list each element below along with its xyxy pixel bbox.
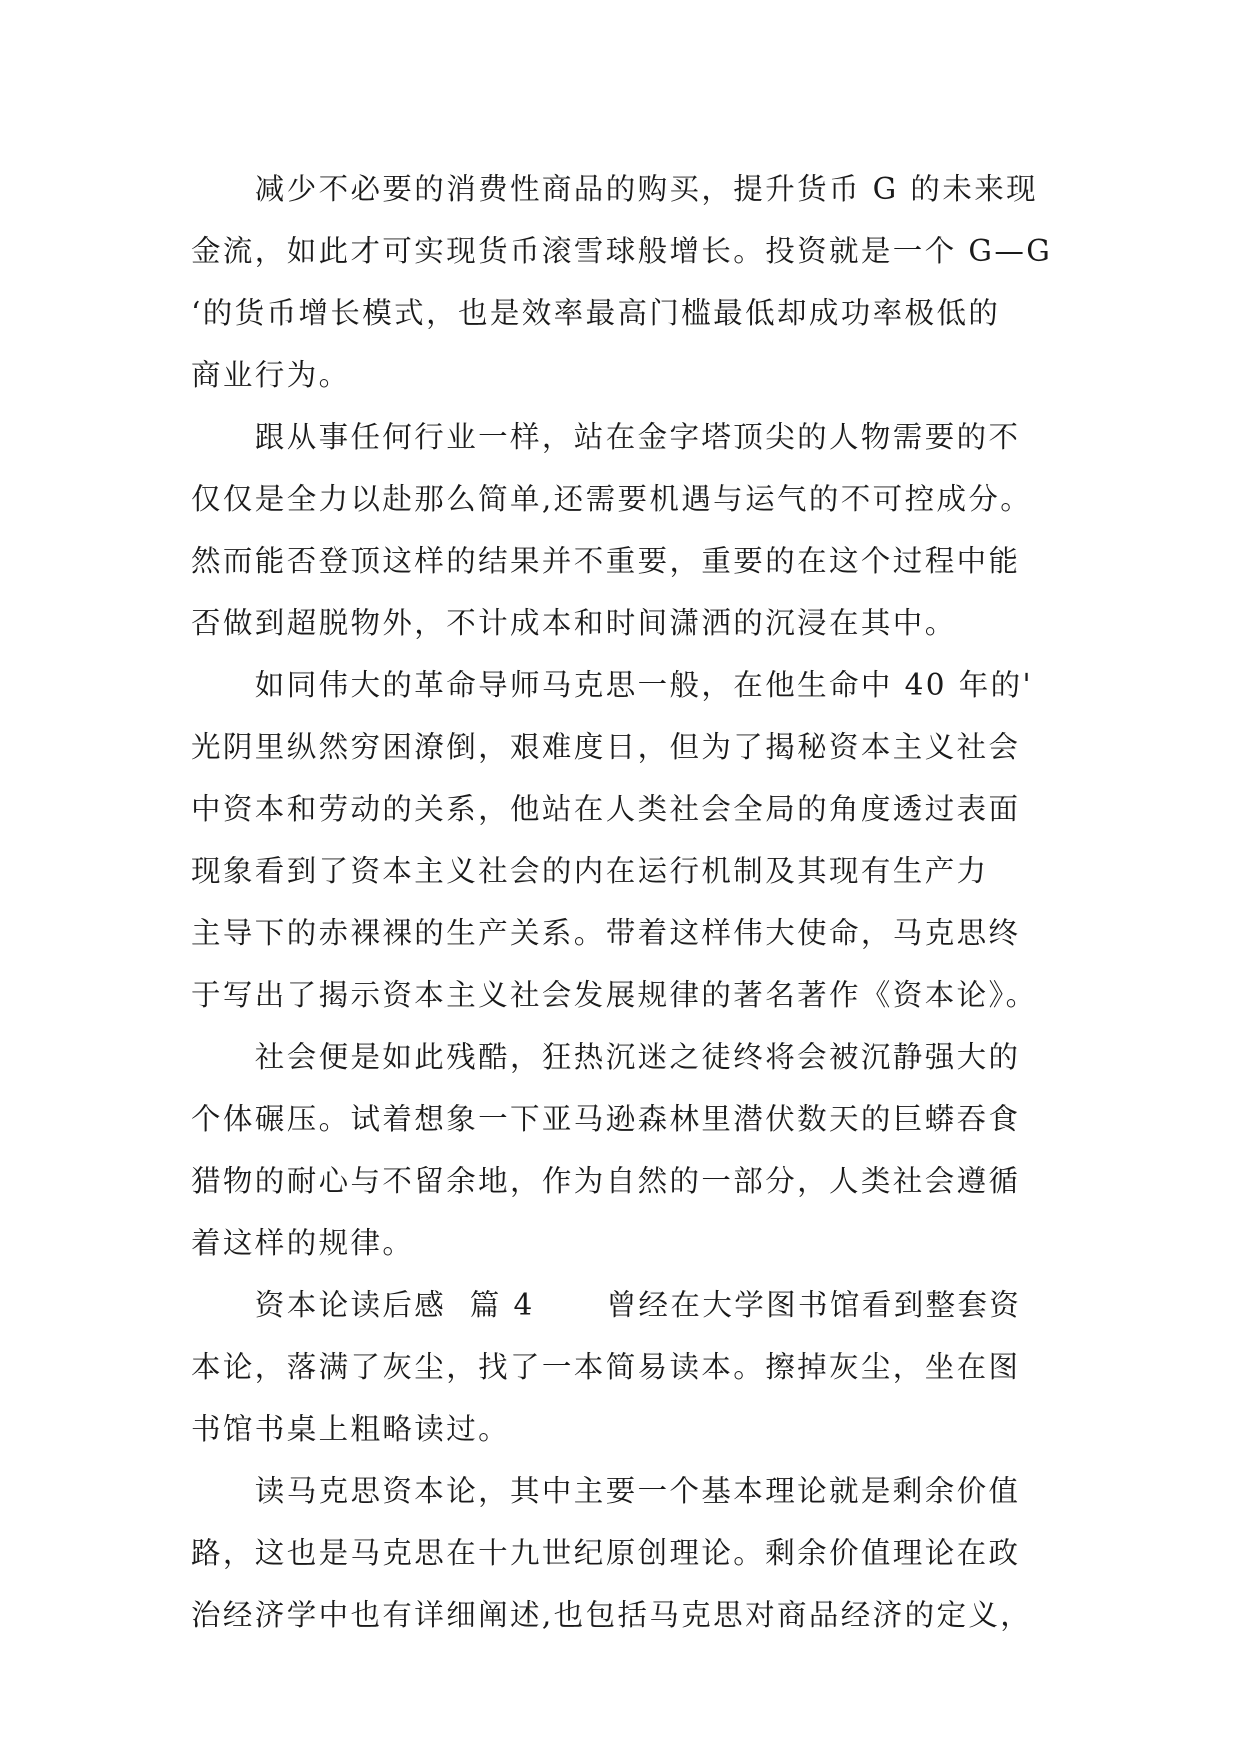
section-heading-label: 篇 4 xyxy=(469,1288,535,1322)
text-line: 社会便是如此残酷，狂热沉迷之徒终将会被沉静强大的 xyxy=(191,1040,1021,1074)
text-line: ‘的货币增长模式，也是效率最高门槛最低却成功率极低的 xyxy=(191,296,1001,330)
text-line: 金流，如此才可实现货币滚雪球般增长。投资就是一个 G—G xyxy=(191,234,1053,268)
document-body xyxy=(191,158,1051,1646)
text-line: 中资本和劳动的关系，他站在人类社会全局的角度透过表面 xyxy=(191,792,1021,826)
text-line: 本论，落满了灰尘，找了一本简易读本。擦掉灰尘，坐在图 xyxy=(191,1350,1021,1384)
text-line: 着这样的规律。 xyxy=(191,1226,415,1260)
text-line: 减少不必要的消费性商品的购买，提升货币 G 的未来现 xyxy=(191,172,1039,206)
text-line: 读马克思资本论，其中主要一个基本理论就是剩余价值 xyxy=(191,1474,1021,1508)
text-line: 光阴里纵然穷困潦倒，艰难度日，但为了揭秘资本主义社会 xyxy=(191,730,1021,764)
text-line: 于写出了揭示资本主义社会发展规律的著名著作《资本论》。 xyxy=(191,978,1038,1012)
text-line: 如同伟大的革命导师马克思一般，在他生命中 40 年的' xyxy=(191,668,1034,702)
text-line: 商业行为。 xyxy=(191,358,351,392)
text-line: 路，这也是马克思在十九世纪原创理论。剩余价值理论在政 xyxy=(191,1536,1021,1570)
text-line: 跟从事任何行业一样，站在金字塔顶尖的人物需要的不 xyxy=(191,420,1021,454)
text-line: 书馆书桌上粗略读过。 xyxy=(191,1412,511,1446)
text-line: 然而能否登顶这样的结果并不重要，重要的在这个过程中能 xyxy=(191,544,1021,578)
section-heading-text: 曾经在大学图书馆看到整套资 xyxy=(606,1288,1022,1322)
text-line: 仅仅是全力以赴那么简单,还需要机遇与运气的不可控成分。 xyxy=(191,482,1033,516)
section-heading-line xyxy=(191,1274,1051,1336)
text-line: 个体碾压。试着想象一下亚马逊森林里潜伏数天的巨蟒吞食 xyxy=(191,1102,1021,1136)
text-line: 现象看到了资本主义社会的内在运行机制及其现有生产力 xyxy=(191,854,989,888)
section-heading-title: 资本论读后感 xyxy=(191,1288,447,1322)
text-line: 主导下的赤裸裸的生产关系。带着这样伟大使命，马克思终 xyxy=(191,916,1021,950)
text-line: 猎物的耐心与不留余地，作为自然的一部分，人类社会遵循 xyxy=(191,1164,1021,1198)
text-line: 否做到超脱物外，不计成本和时间潇洒的沉浸在其中。 xyxy=(191,606,957,640)
text-line: 治经济学中也有详细阐述,也包括马克思对商品经济的定义， xyxy=(191,1598,1033,1632)
